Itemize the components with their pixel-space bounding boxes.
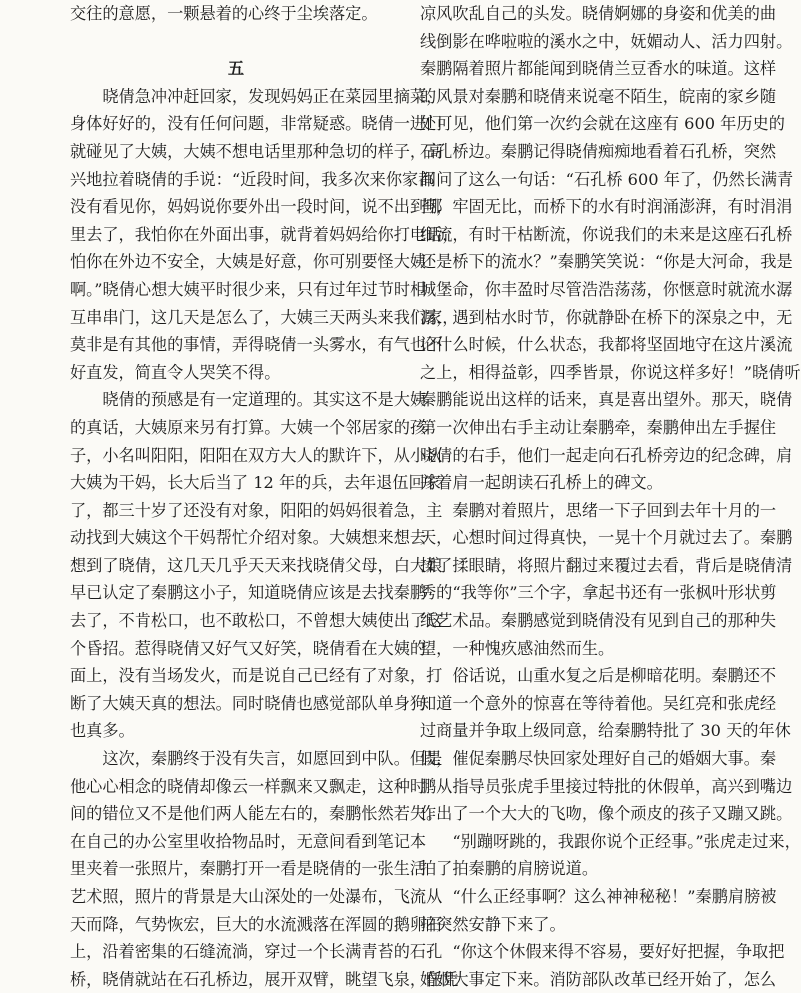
text-line: 论什么时候，什么状态，我都将坚固地守在这片溪流 [420, 335, 793, 355]
text-line: 过商量并争取上级同意，给秦鹏特批了 30 天的年休 [420, 721, 791, 741]
text-line: 桥，晓倩就站在石孔桥边，展开双臂，眺望飞泉，任凭 [70, 969, 459, 989]
text-line: 子，小名叫阳阳，阳阳在双方大人的默许下，从小认 [70, 445, 443, 465]
text-line: 石孔桥边。秦鹏记得晓倩痴痴地看着石孔桥，突然 [420, 141, 777, 161]
text-line: 在自己的办公室里收拾物品时，无意间看到笔记本 [70, 831, 427, 851]
text-line: 秀的“我等你”三个字，拿起书还有一张枫叶形状剪 [420, 583, 777, 603]
text-line: 互串串门，这几天是怎么了，大姨三天两头来我们家， [70, 307, 459, 327]
text-line: 动找到大姨这个干妈帮忙介绍对象。大姨想来想去 [70, 528, 427, 548]
text-line: 知道一个意外的惊喜在等待着他。吴红亮和张虎经 [420, 693, 777, 713]
text-line: 这次，秦鹏终于没有失言，如愿回到中队。但是 [70, 749, 443, 769]
text-line: 间的错位又不是他们两人能左右的，秦鹏怅然若失。 [70, 804, 443, 824]
text-line: 天而降，气势恢宏，巨大的水流溅落在浑圆的鹅卵石 [70, 914, 443, 934]
text-line: 莫非是有其他的事情，弄得晓倩一头雾水，有气也不 [70, 335, 443, 355]
text-line: 断了大姨天真的想法。同时晓倩也感觉部队单身狗 [70, 693, 427, 713]
text-line: 揉了揉眼睛，将照片翻过来覆过去看，背后是晓倩清 [420, 555, 793, 575]
text-line: 间问了这么一句话：“石孔桥 600 年了，仍然长满青 [420, 169, 794, 189]
left-column [70, 0, 459, 993]
text-line: 艺术照，照片的背景是大山深处的一处瀑布，飞流从 [70, 887, 443, 906]
text-line: 作出了一个大大的飞吻，像个顽皮的孩子又蹦又跳。 [420, 804, 793, 824]
text-line: 就碰见了大姨，大姨不想电话里那种急切的样子，高 [70, 141, 443, 161]
text-line: 去了，不肯松口，也不敢松口，不曾想大姨使出了这 [70, 611, 443, 631]
text-line: 并着肩一起朗读石孔桥上的碑文。 [420, 473, 663, 493]
text-line: 婚姻大事定下来。消防部队改革已经开始了，怎么 [420, 969, 777, 989]
right-column [420, 0, 801, 993]
text-line: 苔，牢固无比，而桥下的水有时润涌澎湃，有时涓涓 [420, 197, 793, 217]
text-line: 晓倩的预感是有一定道理的。其实这不是大姨 [70, 390, 427, 410]
text-line: “别蹦呀跳的，我跟你说个正经事。”张虎走过来， [420, 831, 801, 851]
text-line: 秦鹏隔着照片都能闻到晓倩兰豆香水的味道。这样 [420, 59, 777, 79]
text-line: 身体好好的，没有任何问题，非常疑惑。晓倩一进门 [70, 114, 443, 134]
text-line: 怕你在外边不安全，大姨是好意，你可别要怪大姨 [70, 252, 427, 272]
text-line: 了，都三十岁了还没有对象，阳阳的妈妈很着急，主 [70, 500, 443, 520]
text-line: 秦鹏能说出这样的话来，真是喜出望外。那天，晓倩 [420, 390, 793, 410]
text-line: 晓倩的右手，他们一起走向石孔桥旁边的纪念碑，肩 [420, 445, 793, 465]
blank-line [70, 28, 402, 56]
text-line: 之上，相得益彰，四季皆景，你说这样多好！”晓倩听 [420, 362, 801, 382]
text-line: 啊。”晓倩心想大姨平时很少来，只有过年过节时相 [70, 279, 427, 299]
text-line: 望，一种愧疚感油然而生。 [420, 638, 615, 658]
text-line: 秦鹏对着照片，思绪一下子回到去年十月的一 [420, 500, 777, 520]
text-line: 潺，遇到枯水时节，你就静卧在桥下的深泉之中，无 [420, 307, 793, 327]
text-line: 早已认定了秦鹏这小子，知道晓倩应该是去找秦鹏 [70, 583, 427, 603]
text-line: 里夹着一张照片，秦鹏打开一看是晓倩的一张生活 [70, 859, 427, 879]
text-line: 鹏从指导员张虎手里接过特批的休假单，高兴到嘴边 [420, 776, 793, 796]
text-line: 的风景对秦鹏和晓倩来说毫不陌生，皖南的家乡随 [420, 86, 777, 106]
text-line: 俗话说，山重水复之后是柳暗花明。秦鹏还不 [420, 666, 777, 686]
text-line: 拍突然安静下来了。 [420, 914, 566, 934]
text-line: 兴地拉着晓倩的手说：“近段时间，我多次来你家都 [70, 169, 435, 189]
text-line: 好直发，简直令人哭笑不得。 [70, 362, 281, 382]
text-line: 细流，有时干枯断流，你说我们的未来是这座石孔桥 [420, 224, 793, 244]
text-line: “你这个休假来得不容易，要好好把握，争取把 [420, 942, 785, 962]
text-line: 个昏招。惹得晓倩又好气又好笑，晓倩看在大姨的 [70, 638, 427, 658]
section-heading: 五 [227, 59, 245, 79]
text-line: 还是桥下的流水？”秦鹏笑笑说：“你是大河命，我是 [420, 252, 793, 272]
text-line: 里去了，我怕你在外面出事，就背着妈妈给你打电话， [70, 224, 459, 244]
text-line: 面上，没有当场发火，而是说自己已经有了对象，打 [70, 666, 443, 686]
text-line: 的真话，大姨原来另有打算。大姨一个邻居家的孩 [70, 417, 427, 437]
text-line: 上，沿着密集的石缝流淌，穿过一个长满青苔的石孔 [70, 942, 443, 962]
text-line: “什么正经事啊？这么神神秘秘！”秦鹏肩膀被 [420, 887, 777, 906]
text-line: 也真多。 [70, 721, 135, 741]
text-line: 想到了晓倩，这几天几乎天天来找晓倩父母，白大娘 [70, 555, 443, 575]
text-line: 天，心想时间过得真快，一晃十个月就过去了。秦鹏 [420, 528, 793, 548]
text-line: 交往的意愿，一颗悬着的心终于尘埃落定。 [70, 4, 378, 23]
text-line: 第一次伸出右手主动让秦鹏牵，秦鹏伸出左手握住 [420, 417, 777, 437]
text-line: 他心心相念的晓倩却像云一样飘来又飘走，这种时 [70, 776, 427, 796]
text-line: 处可见，他们第一次约会就在这座有 600 年历史的 [420, 114, 785, 134]
text-line: 大姨为干妈，长大后当了 12 年的兵，去年退伍回家 [70, 473, 441, 493]
text-line: 晓倩急冲冲赶回家，发现妈妈正在菜园里摘菜， [70, 86, 443, 106]
text-line: 假，催促秦鹏尽快回家处理好自己的婚姻大事。秦 [420, 749, 777, 769]
text-line: 纸艺术品。秦鹏感觉到晓倩没有见到自己的那种失 [420, 611, 777, 631]
text-line: 拍了拍秦鹏的肩膀说道。 [420, 859, 599, 879]
text-line: 城堡命，你丰盈时尽管浩浩荡荡，你惬意时就流水潺 [420, 279, 793, 299]
text-line: 凉风吹乱自己的头发。晓倩婀娜的身姿和优美的曲 [420, 4, 777, 23]
text-line: 没有看见你，妈妈说你要外出一段时间，说不出到哪 [70, 197, 443, 217]
text-line: 线倒影在哗啦啦的溪水之中，妩媚动人、活力四射。 [420, 31, 793, 51]
